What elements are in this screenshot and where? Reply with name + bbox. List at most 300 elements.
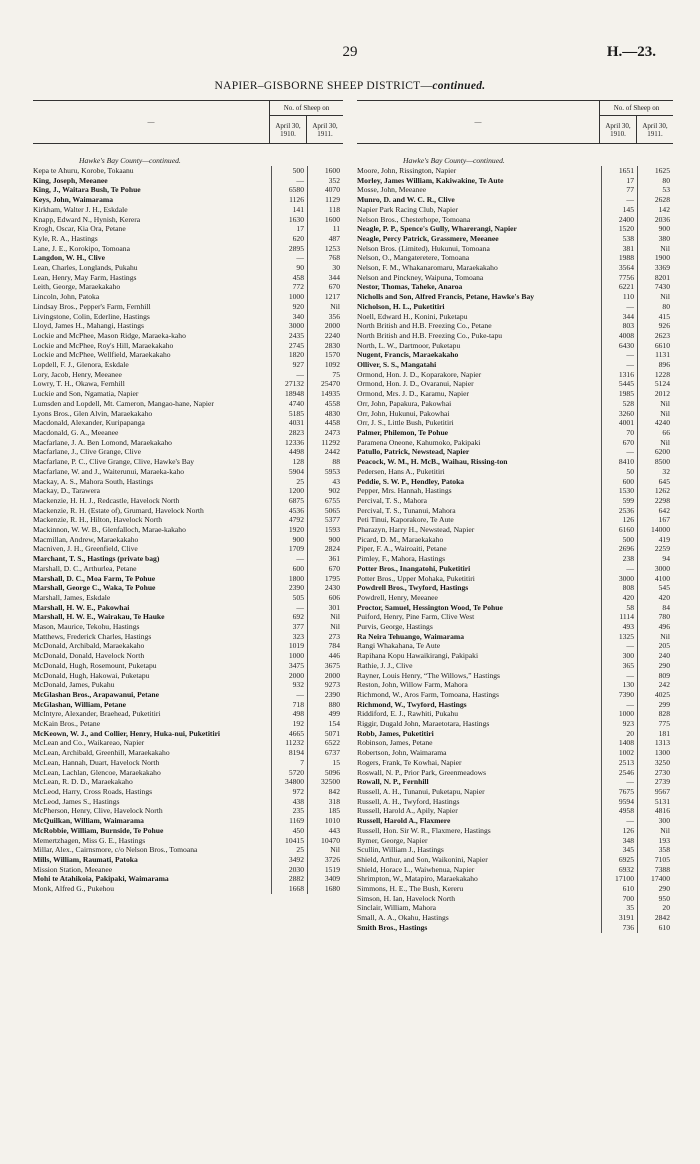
sheep-1911: Nil xyxy=(637,292,673,302)
owner-name: Rayner, Louis Henry, “The Willows,” Hastings xyxy=(357,670,501,680)
sheep-1910: 2513 xyxy=(601,758,637,768)
sheep-1911: 1262 xyxy=(637,486,673,496)
owner-name: Robinson, James, Petane xyxy=(357,738,433,748)
sheep-1911: 1680 xyxy=(307,884,343,894)
owner-name: Shrimpton, W., Matapiro, Maraekakaho xyxy=(357,874,478,884)
table-row xyxy=(357,205,673,215)
owner-name: Lyons Bros., Glen Alvin, Maraekakaho xyxy=(33,408,153,418)
table-row xyxy=(33,185,343,195)
table-row xyxy=(33,224,343,234)
table-row xyxy=(33,554,343,564)
owner-name: Pepper, Mrs. Hannah, Hastings xyxy=(357,486,452,496)
sheep-1911: 75 xyxy=(307,370,343,380)
owner-name: Olliver, S. S., Mangatahi xyxy=(357,360,437,370)
owner-name: Peacock, W. M., H. McB., Waihau, Rissing-ton xyxy=(357,457,508,467)
sheep-1911: 66 xyxy=(637,428,673,438)
sheep-1911: 88 xyxy=(307,457,343,467)
sheep-1911: 25470 xyxy=(307,379,343,389)
owner-name: Richmond, W., Aros Farm, Tomoana, Hastings xyxy=(357,689,499,699)
sheep-1911: 828 xyxy=(637,709,673,719)
owner-name: McLean, Lachlan, Glencoe, Maraekakaho xyxy=(33,767,161,777)
table-row xyxy=(357,224,673,234)
owner-name: Nelson and Pinckney, Waipuna, Tomoana xyxy=(357,272,484,282)
owner-name: Millar, Alex., Cairnsmore, c/o Nelson Bros., Tomoana xyxy=(33,845,198,855)
sheep-1911: 80 xyxy=(637,302,673,312)
sheep-1911: 7105 xyxy=(637,855,673,865)
owner-name: Krogh, Oscar, Kia Ora, Petane xyxy=(33,224,126,234)
sheep-1910: 932 xyxy=(271,680,307,690)
owner-name: Orr, John, Hukunui, Pakowhai xyxy=(357,408,450,418)
owner-name: Patullo, Patrick, Newstead, Napier xyxy=(357,447,470,457)
owner-name: Orr, J. S., Little Bush, Puketitiri xyxy=(357,418,454,428)
sheep-1910: 808 xyxy=(601,583,637,593)
sheep-1910: 11232 xyxy=(271,738,307,748)
owner-name: McLean, Hannah, Duart, Havelock North xyxy=(33,757,160,767)
sheep-1910: 4001 xyxy=(601,418,637,428)
sheep-1910: 235 xyxy=(271,806,307,816)
sheep-1911: 415 xyxy=(637,312,673,322)
table-row xyxy=(357,903,673,913)
sheep-1911: 5953 xyxy=(307,467,343,477)
sheep-1911: 299 xyxy=(637,700,673,710)
owner-name: Nestor, Thomas, Taheke, Anaroa xyxy=(357,282,463,292)
sheep-1911: 14000 xyxy=(637,525,673,535)
owner-name: McKain Bros., Petane xyxy=(33,719,101,729)
table-row xyxy=(33,515,343,525)
owner-name: Marshall, George C., Waka, Te Pohue xyxy=(33,583,156,593)
sheep-1911: 2036 xyxy=(637,215,673,225)
sheep-1911: 32500 xyxy=(307,777,343,787)
table-row xyxy=(33,496,343,506)
owner-name: Proctor, Samuel, Hessington Wood, Te Pohue xyxy=(357,602,503,612)
sheep-1910: 5720 xyxy=(271,768,307,778)
table-row xyxy=(33,467,343,477)
table-row xyxy=(33,438,343,448)
sheep-1910: 17100 xyxy=(601,874,637,884)
sheep-1910: 2030 xyxy=(271,865,307,875)
sheep-1911: 2730 xyxy=(637,768,673,778)
owner-name: Macfarlane, J. A. Ben Lomond, Maraekakaho xyxy=(33,437,172,447)
owner-name: Morley, James William, Kakiwakine, Te Aute xyxy=(357,175,504,185)
sheep-1911: 1795 xyxy=(307,574,343,584)
sheep-1910: 192 xyxy=(271,719,307,729)
owner-name: Memertzhagen, Miss G. E., Hastings xyxy=(33,835,146,845)
table-row xyxy=(357,622,673,632)
owner-name: Neagle, P. P., Spence's Gully, Wharerangi, Napier xyxy=(357,224,517,234)
sheep-1911: 2259 xyxy=(637,544,673,554)
sheep-1911: 1131 xyxy=(637,350,673,360)
sheep-1911: Nil xyxy=(637,438,673,448)
table-row xyxy=(357,826,673,836)
table-row xyxy=(357,865,673,875)
table-row xyxy=(357,525,673,535)
sheep-1910: — xyxy=(601,641,637,651)
sheep-1910: 6925 xyxy=(601,855,637,865)
table-row xyxy=(357,603,673,613)
sheep-1910: 1709 xyxy=(271,544,307,554)
table-row xyxy=(357,467,673,477)
sheep-1910: 1000 xyxy=(601,709,637,719)
owner-name: Monk, Alfred G., Pukehou xyxy=(33,884,114,894)
table-row xyxy=(357,379,673,389)
owner-name: Pedersen, Hans A., Puketitiri xyxy=(357,466,445,476)
owner-name: Marshall, D. C., Arthurlea, Petane xyxy=(33,563,137,573)
table-row xyxy=(357,244,673,254)
table-row xyxy=(357,593,673,603)
table-row xyxy=(33,777,343,787)
owner-name: Lory, Jacob, Henry, Meeanee xyxy=(33,369,122,379)
table-row xyxy=(357,680,673,690)
sheep-1911: 4458 xyxy=(307,418,343,428)
sheep-1911: Nil xyxy=(637,826,673,836)
table-row xyxy=(357,273,673,283)
table-row xyxy=(357,234,673,244)
sheep-1910: 130 xyxy=(601,680,637,690)
owner-name: Percival, T. S., Mahora xyxy=(357,495,427,505)
owner-name: McPherson, Henry, Clive, Havelock North xyxy=(33,806,163,816)
sheep-1911: 318 xyxy=(307,797,343,807)
sheep-1911: Nil xyxy=(307,612,343,622)
sheep-1910: 9594 xyxy=(601,797,637,807)
sheep-1911: 2830 xyxy=(307,341,343,351)
table-row xyxy=(357,350,673,360)
sheep-1910: — xyxy=(271,554,307,564)
table-row xyxy=(357,719,673,729)
owner-name: Small, A. A., Okahu, Hastings xyxy=(357,913,449,923)
sheep-1911: 420 xyxy=(637,593,673,603)
owner-name: Powdrell, Henry, Meeanee xyxy=(357,592,438,602)
sheep-1910: 700 xyxy=(601,894,637,904)
table-row xyxy=(357,894,673,904)
owner-name: McLean and Co., Waikareao, Napier xyxy=(33,738,145,748)
owner-name: Nelson Bros., Chesterhope, Tomoana xyxy=(357,214,471,224)
owner-name: King, J., Waitara Bush, Te Pohue xyxy=(33,185,141,195)
sheep-1910: 7675 xyxy=(601,787,637,797)
table-row xyxy=(33,738,343,748)
sheep-1911: 2012 xyxy=(637,389,673,399)
table-row xyxy=(357,729,673,739)
sheep-1910: 7756 xyxy=(601,273,637,283)
table-row xyxy=(357,641,673,651)
owner-name: Percival, T. S., Tunanui, Mahora xyxy=(357,505,456,515)
sheep-1910: 500 xyxy=(271,166,307,176)
owner-name: McKeown, W. J., and Collier, Henry, Huka-nui, Puketitiri xyxy=(33,728,221,738)
owner-name: McLean, R. D. D., Maraekakaho xyxy=(33,777,133,787)
owner-name: Lincoln, John, Patoka xyxy=(33,292,100,302)
owner-name: Robertson, John, Waimarama xyxy=(357,748,447,758)
sheep-1911: 2473 xyxy=(307,428,343,438)
table-row xyxy=(357,515,673,525)
table-row xyxy=(357,292,673,302)
owner-name: Lindsay Bros., Pepper's Farm, Fernhill xyxy=(33,301,151,311)
table-row xyxy=(357,399,673,409)
sheep-1911: 443 xyxy=(307,826,343,836)
table-row xyxy=(357,855,673,865)
owner-name: McDonald, James, Pukahu xyxy=(33,680,115,690)
sheep-1911: 15 xyxy=(307,758,343,768)
sheep-1911: 380 xyxy=(637,234,673,244)
sheep-1911: 344 xyxy=(307,273,343,283)
table-row xyxy=(357,195,673,205)
owner-name: Powdrell Bros., Twyford, Hastings xyxy=(357,583,469,593)
sheep-1910: — xyxy=(601,447,637,457)
owner-name: Orr, John, Papakura, Pakowhai xyxy=(357,398,452,408)
sheep-1911: 3250 xyxy=(637,758,673,768)
sheep-1910: 7 xyxy=(271,758,307,768)
owner-name: Shield, Arthur, and Son, Waikonini, Napier xyxy=(357,854,488,864)
sheep-1910: 381 xyxy=(601,244,637,254)
sheep-1910: 6160 xyxy=(601,525,637,535)
table-row xyxy=(33,535,343,545)
sheep-1910: 17 xyxy=(271,224,307,234)
sheep-1910: 670 xyxy=(601,438,637,448)
sheep-1910: — xyxy=(601,777,637,787)
sheep-1911: 6522 xyxy=(307,738,343,748)
sheep-1910: 4792 xyxy=(271,515,307,525)
sheep-1911: 5377 xyxy=(307,515,343,525)
owner-name: McDonald, Hugh, Rosemount, Puketapu xyxy=(33,660,157,670)
sheep-1911: 2442 xyxy=(307,447,343,457)
sheep-1911: 1129 xyxy=(307,195,343,205)
sheep-1910: 3260 xyxy=(601,409,637,419)
sheep-1911: 1625 xyxy=(637,166,673,176)
owner-name: Potter Bros., Inangatohi, Puketitiri xyxy=(357,563,471,573)
owner-name: Luckie and Son, Ngamatia, Napier xyxy=(33,389,139,399)
table-row xyxy=(33,564,343,574)
owner-name: McDonald, Hugh, Hakowai, Puketapu xyxy=(33,670,150,680)
right-column xyxy=(357,100,673,933)
table-row xyxy=(357,797,673,807)
sheep-1911: 499 xyxy=(307,709,343,719)
table-row xyxy=(33,826,343,836)
sheep-1910: 1000 xyxy=(271,651,307,661)
sheep-1911: 2842 xyxy=(637,913,673,923)
sheep-1910: 20 xyxy=(601,729,637,739)
sheep-1910: 620 xyxy=(271,234,307,244)
sheep-1910: 1985 xyxy=(601,389,637,399)
owner-name: Mackay, D., Tarawera xyxy=(33,486,100,496)
table-row xyxy=(33,399,343,409)
sheep-1911: 6755 xyxy=(307,496,343,506)
sheep-1910: 438 xyxy=(271,797,307,807)
table-row xyxy=(357,263,673,273)
table-row xyxy=(33,884,343,894)
table-row xyxy=(33,768,343,778)
sheep-1911: 9273 xyxy=(307,680,343,690)
sheep-1910: 1920 xyxy=(271,525,307,535)
owner-name: Keys, John, Waimarama xyxy=(33,195,114,205)
table-row xyxy=(33,641,343,651)
owner-name: Reston, John, Willow Farm, Mahora xyxy=(357,680,468,690)
table-row xyxy=(357,418,673,428)
owner-name: Mosse, John, Meeanee xyxy=(357,185,427,195)
table-row xyxy=(33,758,343,768)
sheep-1910: 2435 xyxy=(271,331,307,341)
sheep-1911: 7430 xyxy=(637,282,673,292)
sheep-1911: 154 xyxy=(307,719,343,729)
sheep-1910: 25 xyxy=(271,845,307,855)
owner-name: Knapp, Edward N., Hynish, Kerera xyxy=(33,214,141,224)
sheep-1911: 300 xyxy=(637,816,673,826)
sheep-1911: 1092 xyxy=(307,360,343,370)
sheep-1911: 780 xyxy=(637,612,673,622)
sheep-1910: 34800 xyxy=(271,777,307,787)
owner-name: Lean, Henry, May Farm, Hastings xyxy=(33,272,137,282)
sheep-1910: 927 xyxy=(271,360,307,370)
table-header: — No. of Sheep on April 30, 1910. April 30, 1911. xyxy=(33,100,343,144)
table-row xyxy=(357,554,673,564)
sheep-1910: 6221 xyxy=(601,282,637,292)
table-row xyxy=(357,758,673,768)
table-row xyxy=(33,379,343,389)
sheep-1910: 900 xyxy=(271,535,307,545)
sheep-1911: 926 xyxy=(637,321,673,331)
sheep-1911: 361 xyxy=(307,554,343,564)
sheep-1911: 8500 xyxy=(637,457,673,467)
owner-name: McGlashan, William, Petane xyxy=(33,699,126,709)
sheep-1911: 896 xyxy=(637,360,673,370)
sheep-1910: 8194 xyxy=(271,748,307,758)
sheep-1911: 6200 xyxy=(637,447,673,457)
table-row xyxy=(357,506,673,516)
sheep-1910: 300 xyxy=(601,651,637,661)
sheep-1910: 340 xyxy=(271,312,307,322)
sheep-1911: 3369 xyxy=(637,263,673,273)
sheep-1911: 5131 xyxy=(637,797,673,807)
sheep-1911: 1300 xyxy=(637,748,673,758)
sheep-1910: 803 xyxy=(601,321,637,331)
sheep-1911: 1217 xyxy=(307,292,343,302)
table-row xyxy=(33,603,343,613)
sheep-1910: — xyxy=(271,253,307,263)
owner-name: Nugent, Francis, Maraekakaho xyxy=(357,350,459,360)
sheep-1911: 768 xyxy=(307,253,343,263)
sheep-1911: 118 xyxy=(307,205,343,215)
sheep-1910: 5185 xyxy=(271,409,307,419)
table-row xyxy=(33,253,343,263)
table-row xyxy=(33,506,343,516)
sheep-1911: 902 xyxy=(307,486,343,496)
sheep-1911: 645 xyxy=(637,477,673,487)
sheep-1910: — xyxy=(601,195,637,205)
sheep-1911: 358 xyxy=(637,845,673,855)
sheep-1910: 2745 xyxy=(271,341,307,351)
sheep-1911: Nil xyxy=(637,632,673,642)
owner-name: Mackenzie, H. H. J., Redcastle, Havelock North xyxy=(33,495,180,505)
table-row xyxy=(33,583,343,593)
owner-name: Smith Bros., Hastings xyxy=(357,922,428,932)
sheep-1911: 2298 xyxy=(637,496,673,506)
sheep-1910: 1408 xyxy=(601,738,637,748)
sheep-1911: 6610 xyxy=(637,341,673,351)
sheep-1911: 2430 xyxy=(307,583,343,593)
sheep-1910: 128 xyxy=(271,457,307,467)
sheep-1911: 185 xyxy=(307,806,343,816)
sheep-1911: 1600 xyxy=(307,215,343,225)
table-row xyxy=(33,418,343,428)
sheep-1910: 600 xyxy=(271,564,307,574)
table-row xyxy=(357,331,673,341)
owner-name: Kepa te Ahuru, Korobe, Tokaanu xyxy=(33,166,134,175)
table-row xyxy=(357,836,673,846)
sheep-1910: 3564 xyxy=(601,263,637,273)
sheep-1911: 487 xyxy=(307,234,343,244)
sheep-1911: 642 xyxy=(637,506,673,516)
table-row xyxy=(33,341,343,351)
sheep-1910: 2546 xyxy=(601,768,637,778)
table-row xyxy=(33,428,343,438)
table-row xyxy=(33,661,343,671)
table-row xyxy=(33,360,343,370)
sheep-1911: 53 xyxy=(637,185,673,195)
owner-name: Noell, Edward H., Konini, Puketapu xyxy=(357,311,468,321)
owner-name: Macfarlane, W. and J., Waiterunui, Maraeka-kaho xyxy=(33,466,185,476)
sheep-1910: 420 xyxy=(601,593,637,603)
table-row xyxy=(33,176,343,186)
table-row xyxy=(357,845,673,855)
sheep-1911: 84 xyxy=(637,603,673,613)
table-row xyxy=(33,166,343,176)
sheep-1911: 496 xyxy=(637,622,673,632)
sheep-1910: 599 xyxy=(601,496,637,506)
sheep-1911: Nil xyxy=(637,399,673,409)
sheep-1910: 70 xyxy=(601,428,637,438)
owner-name: McLeod, James S., Hastings xyxy=(33,796,120,806)
sheep-1910: 58 xyxy=(601,603,637,613)
sheep-1910: 1200 xyxy=(271,486,307,496)
owner-name: Leith, George, Maraekakaho xyxy=(33,282,121,292)
table-row xyxy=(33,370,343,380)
sheep-1911: 2000 xyxy=(307,671,343,681)
table-row xyxy=(33,874,343,884)
owner-name: North British and H.B. Freezing Co., Puke-tapu xyxy=(357,330,503,340)
owner-name: McRobbie, William, Burnside, Te Pohue xyxy=(33,825,164,835)
owner-name: Picard, D. M., Maraekakaho xyxy=(357,534,444,544)
sheep-1910: — xyxy=(271,690,307,700)
sheep-1910: 50 xyxy=(601,467,637,477)
sheep-1910: 2895 xyxy=(271,244,307,254)
sheep-1911: 1900 xyxy=(637,253,673,263)
sheep-1910: 6430 xyxy=(601,341,637,351)
section-heading: Hawke's Bay County—continued. xyxy=(403,156,505,165)
owner-name: Russell, A. H., Twyford, Hastings xyxy=(357,796,460,806)
sheep-1911: 842 xyxy=(307,787,343,797)
table-row xyxy=(357,360,673,370)
sheep-1910: 1630 xyxy=(271,215,307,225)
table-row xyxy=(357,768,673,778)
sheep-1910: 126 xyxy=(601,515,637,525)
sheep-1910: 1114 xyxy=(601,612,637,622)
sheep-1911: 1600 xyxy=(307,166,343,176)
sheep-1910: 141 xyxy=(271,205,307,215)
owner-name: Lockie and McPhee, Wellfield, Maraekakaho xyxy=(33,350,171,360)
page-title: NAPIER–GISBORNE SHEEP DISTRICT—continued. xyxy=(214,80,486,92)
sheep-1910: 528 xyxy=(601,399,637,409)
table-row xyxy=(33,457,343,467)
sheep-1910: 610 xyxy=(601,884,637,894)
sheep-1911: 900 xyxy=(307,535,343,545)
owner-name: Rowall, N. P., Fernhill xyxy=(357,777,429,787)
sheep-1911: 4558 xyxy=(307,399,343,409)
section-heading: Hawke's Bay County—continued. xyxy=(79,156,181,165)
sheep-1911: 610 xyxy=(637,923,673,933)
sheep-1910: 3492 xyxy=(271,855,307,865)
sheep-1911: 20 xyxy=(637,903,673,913)
sheep-1911: 94 xyxy=(637,554,673,564)
sheep-1910: 110 xyxy=(601,292,637,302)
sheep-1911: 352 xyxy=(307,176,343,186)
sheep-1910: 2696 xyxy=(601,544,637,554)
